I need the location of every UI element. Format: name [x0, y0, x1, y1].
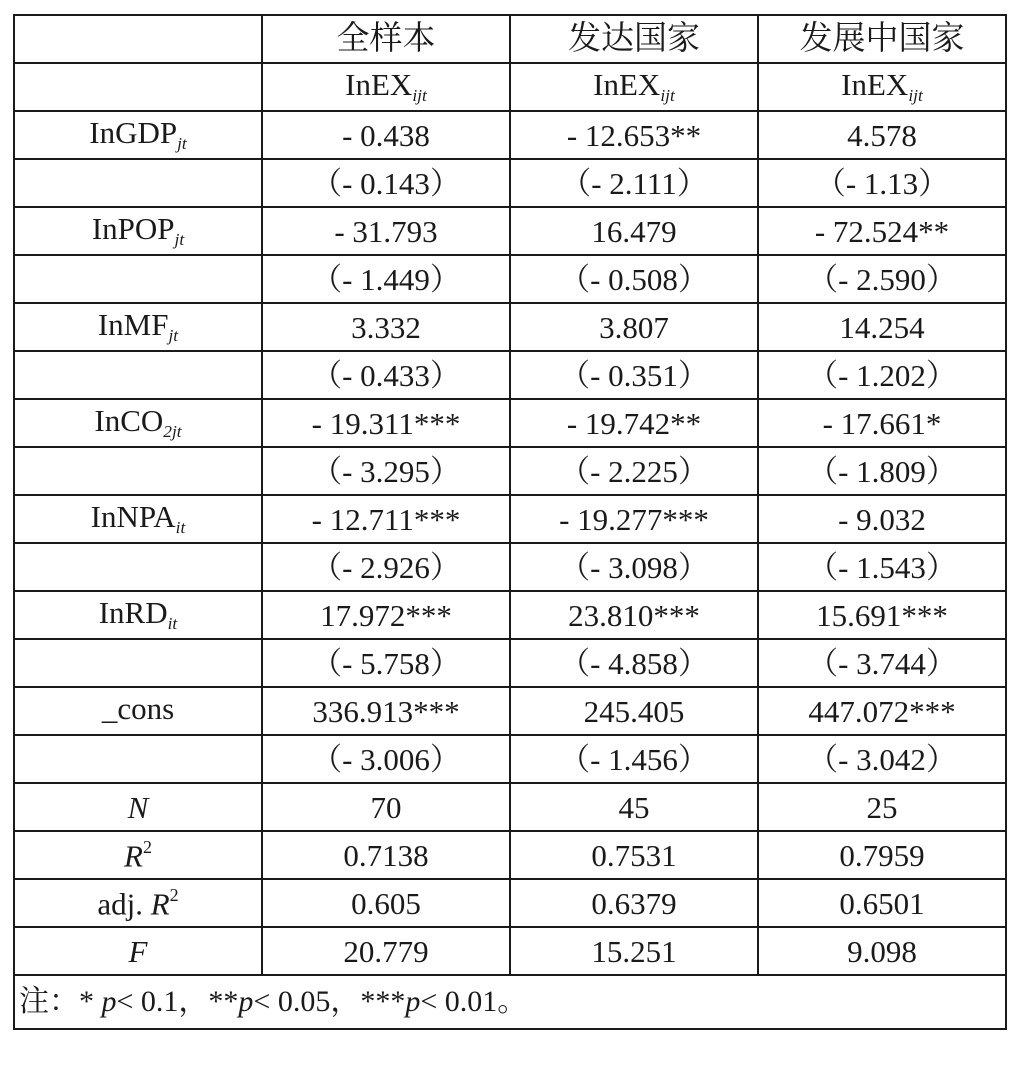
tstat-cell: （- 3.295） [262, 447, 510, 495]
var-sub: jt [177, 134, 187, 154]
tstat-cell: （- 3.042） [758, 735, 1006, 783]
tstat-cell: （- 0.433） [262, 351, 510, 399]
var-base: InGDP [89, 115, 178, 151]
coef-cell: 15.691*** [758, 591, 1006, 639]
var-label-inrd [14, 591, 262, 639]
tstat-cell: （- 2.111） [510, 159, 758, 207]
dependent-var-cell [510, 63, 758, 111]
stat-prefix: adj. [97, 886, 151, 922]
tstat-cell: （- 3.098） [510, 543, 758, 591]
coef-row-ingdp [14, 111, 1006, 159]
stat-symbol: F [128, 933, 148, 969]
note-p: p [101, 985, 117, 1018]
stat-row-n [14, 783, 1006, 831]
var-base: InCO [94, 403, 164, 439]
stat-row-f [14, 927, 1006, 975]
stat-cell: 70 [262, 783, 510, 831]
tstat-cell: （- 0.143） [262, 159, 510, 207]
stat-label-f [14, 927, 262, 975]
dependent-var-base: InEX [345, 67, 413, 103]
tstat-row-inmf [14, 351, 1006, 399]
coef-row-inco2 [14, 399, 1006, 447]
coef-cell: 336.913*** [262, 687, 510, 735]
dependent-var-sub: ijt [660, 86, 675, 106]
note-text: < 0.05，*** [253, 985, 406, 1018]
var-label-inco2 [14, 399, 262, 447]
coef-cell: 245.405 [510, 687, 758, 735]
header-developed: 发达国家 [510, 15, 758, 63]
coef-cell: 4.578 [758, 111, 1006, 159]
coef-cell: - 31.793 [262, 207, 510, 255]
tstat-cell: （- 1.13） [758, 159, 1006, 207]
tstat-cell: （- 5.758） [262, 639, 510, 687]
coef-cell: - 0.438 [262, 111, 510, 159]
tstat-cell: （- 1.449） [262, 255, 510, 303]
note-p: p [238, 985, 254, 1018]
dependent-var-cell [758, 63, 1006, 111]
regression-table [13, 14, 1007, 1030]
coef-cell: - 17.661* [758, 399, 1006, 447]
coef-cell: 3.332 [262, 303, 510, 351]
tstat-cell: （- 2.590） [758, 255, 1006, 303]
coef-cell: 23.810*** [510, 591, 758, 639]
coef-row-inrd [14, 591, 1006, 639]
tstat-row-inpop [14, 255, 1006, 303]
coef-cell: - 19.742** [510, 399, 758, 447]
stat-cell: 0.6501 [758, 879, 1006, 927]
regression-table-wrapper [13, 14, 1007, 1030]
dependent-label-cell [14, 63, 262, 111]
tstat-cell: （- 4.858） [510, 639, 758, 687]
coef-cell: - 72.524** [758, 207, 1006, 255]
var-label-ingdp [14, 111, 262, 159]
significance-note [14, 975, 1006, 1029]
var-base: InNPA [90, 499, 176, 535]
var-sub: it [167, 614, 178, 634]
var-label-inpop [14, 207, 262, 255]
header-full-sample: 全样本 [262, 15, 510, 63]
coef-row-cons [14, 687, 1006, 735]
tstat-cell: （- 1.456） [510, 735, 758, 783]
coef-cell: 17.972*** [262, 591, 510, 639]
header-developing: 发展中国家 [758, 15, 1006, 63]
note-text: < 0.1，** [116, 985, 239, 1018]
dependent-row [14, 63, 1006, 111]
stat-superscript: 2 [142, 837, 152, 858]
var-label-innpa [14, 495, 262, 543]
coef-cell: - 12.711*** [262, 495, 510, 543]
coef-cell: 14.254 [758, 303, 1006, 351]
blank-cell [14, 255, 262, 303]
note-prefix: 注：* [19, 985, 102, 1018]
tstat-cell: （- 3.744） [758, 639, 1006, 687]
stat-cell: 0.605 [262, 879, 510, 927]
stat-symbol: N [127, 789, 149, 825]
stat-cell: 25 [758, 783, 1006, 831]
tstat-cell: （- 2.926） [262, 543, 510, 591]
tstat-cell: （- 1.809） [758, 447, 1006, 495]
var-label-inmf [14, 303, 262, 351]
coef-cell: - 12.653** [510, 111, 758, 159]
coef-cell: - 19.277*** [510, 495, 758, 543]
coef-row-inpop [14, 207, 1006, 255]
blank-cell [14, 735, 262, 783]
var-sub: jt [168, 326, 179, 346]
note-p: p [405, 985, 421, 1018]
var-sub: 2jt [163, 422, 182, 442]
var-base: InPOP [91, 211, 175, 247]
tstat-row-inco2 [14, 447, 1006, 495]
var-base: InMF [97, 307, 169, 343]
tstat-row-inrd [14, 639, 1006, 687]
tstat-row-innpa [14, 543, 1006, 591]
tstat-row-ingdp [14, 159, 1006, 207]
blank-cell [14, 351, 262, 399]
header-row [14, 15, 1006, 63]
tstat-row-cons [14, 735, 1006, 783]
stat-cell: 0.6379 [510, 879, 758, 927]
blank-cell [14, 159, 262, 207]
stat-row-r2 [14, 831, 1006, 879]
dependent-var-sub: ijt [412, 86, 427, 106]
var-base: _cons [101, 691, 175, 727]
coef-cell: 3.807 [510, 303, 758, 351]
var-label-cons [14, 687, 262, 735]
tstat-cell: （- 2.225） [510, 447, 758, 495]
stat-symbol: R [124, 838, 143, 874]
dependent-var-base: InEX [841, 67, 909, 103]
coef-row-innpa [14, 495, 1006, 543]
coef-row-inmf [14, 303, 1006, 351]
var-sub: it [175, 518, 186, 538]
coef-cell: - 9.032 [758, 495, 1006, 543]
tstat-cell: （- 0.351） [510, 351, 758, 399]
note-row [14, 975, 1006, 1029]
stat-cell: 0.7959 [758, 831, 1006, 879]
note-text: < 0.01。 [420, 985, 528, 1018]
stat-row-adj-r2 [14, 879, 1006, 927]
stat-label-r2 [14, 831, 262, 879]
tstat-cell: （- 3.006） [262, 735, 510, 783]
dependent-var-base: InEX [593, 67, 661, 103]
stat-label-n [14, 783, 262, 831]
tstat-cell: （- 1.543） [758, 543, 1006, 591]
header-blank-cell [14, 15, 262, 63]
stat-cell: 45 [510, 783, 758, 831]
tstat-cell: （- 1.202） [758, 351, 1006, 399]
blank-cell [14, 447, 262, 495]
coef-cell: 447.072*** [758, 687, 1006, 735]
stat-cell: 15.251 [510, 927, 758, 975]
dependent-var-cell [262, 63, 510, 111]
coef-cell: - 19.311*** [262, 399, 510, 447]
stat-cell: 0.7138 [262, 831, 510, 879]
coef-cell: 16.479 [510, 207, 758, 255]
stat-symbol: R [150, 886, 170, 922]
dependent-var-sub: ijt [908, 86, 923, 106]
tstat-cell: （- 0.508） [510, 255, 758, 303]
stat-cell: 9.098 [758, 927, 1006, 975]
stat-superscript: 2 [169, 885, 179, 906]
blank-cell [14, 543, 262, 591]
stat-cell: 0.7531 [510, 831, 758, 879]
stat-cell: 20.779 [262, 927, 510, 975]
var-base: InRD [98, 595, 168, 631]
blank-cell [14, 639, 262, 687]
var-sub: jt [174, 230, 185, 250]
stat-label-adj-r2 [14, 879, 262, 927]
